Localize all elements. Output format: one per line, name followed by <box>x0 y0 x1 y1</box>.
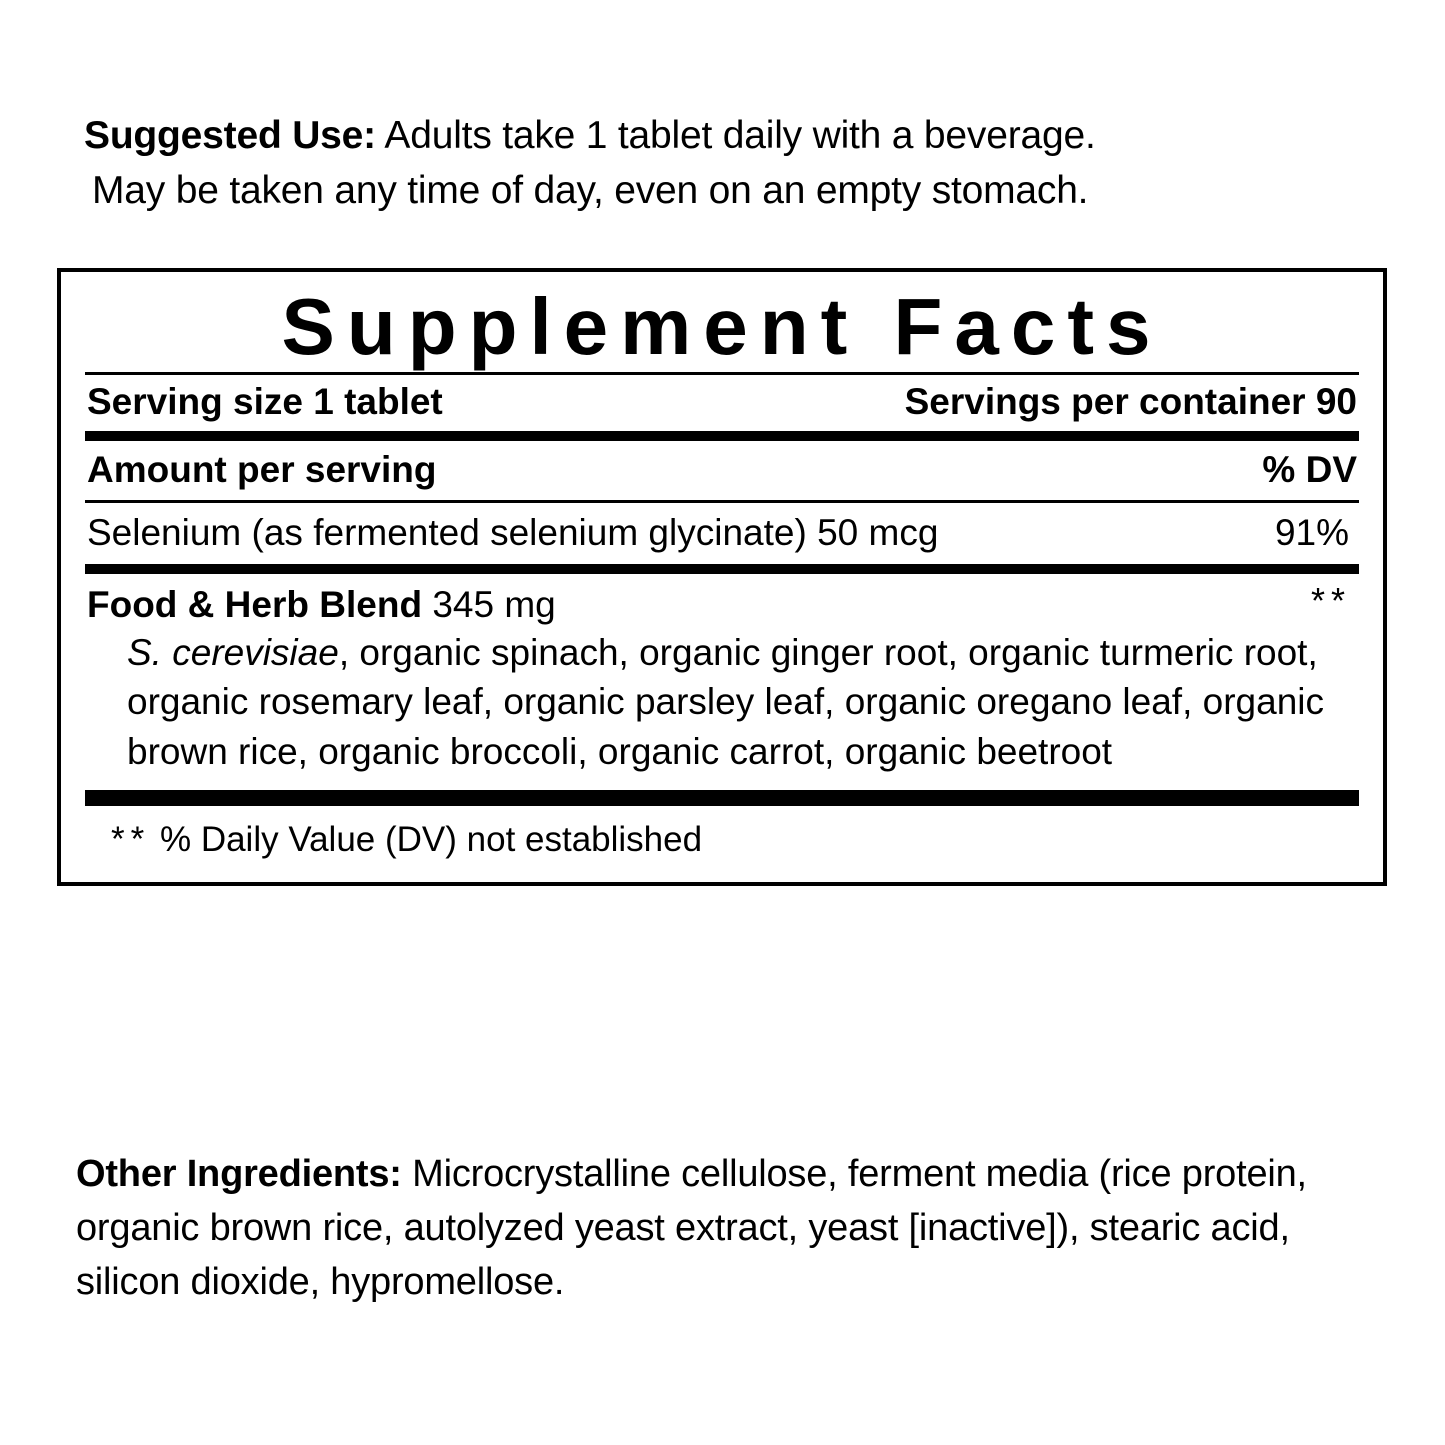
amount-header-row <box>85 441 1359 500</box>
blend-section <box>85 574 1359 791</box>
serving-size: Serving size 1 tablet <box>87 380 443 422</box>
serving-info-row <box>85 375 1359 431</box>
footnote-text: % Daily Value (DV) not established <box>150 820 703 860</box>
supplement-facts-title: Supplement Facts <box>281 282 1163 371</box>
divider-under-serving <box>85 431 1359 441</box>
divider-under-nutrient <box>85 564 1359 574</box>
blend-header-row <box>87 579 1357 626</box>
supplement-facts-panel <box>57 268 1387 886</box>
nutrient-dv: 91% <box>1274 511 1349 553</box>
other-ingredients-label: Other Ingredients: <box>76 1153 402 1195</box>
divider-under-blend <box>85 790 1359 806</box>
blend-ingredients <box>87 626 1357 783</box>
footnote-stars: ** <box>111 820 151 860</box>
blend-name: Food & Herb Blend 345 mg <box>87 583 556 625</box>
daily-value-footnote <box>85 806 1359 872</box>
suggested-use-label: Suggested Use: <box>84 114 376 157</box>
table-row <box>85 503 1359 564</box>
blend-dv-symbol: ** <box>1310 579 1351 621</box>
percent-dv-header: % DV <box>1262 448 1357 490</box>
amount-per-serving-header: Amount per serving <box>87 448 437 490</box>
other-ingredients-text: Microcrystalline cellulose, ferment media (rice protein, organic brown rice, autolyzed yeast extract, yeast [inactive]), stearic acid, silicon dioxide, hypromellose. <box>76 1153 1307 1303</box>
other-ingredients-block <box>76 1148 1376 1310</box>
servings-per-container: Servings per container 90 <box>904 380 1357 422</box>
blend-ingredient-rest: , organic spinach, organic ginger root, organic turmeric root, organic rosemary leaf, organic parsley leaf, organic oregano leaf, organic brown rice, organic broccoli, organic carrot, organic beetroot <box>127 631 1324 772</box>
suggested-use-block <box>84 108 1374 219</box>
suggested-use-line1: Adults take 1 tablet daily with a beverage. <box>375 114 1096 157</box>
suggested-use-line2: May be taken any time of day, even on an empty stomach. <box>92 169 1089 213</box>
blend-ingredient-italic: S. cerevisiae <box>127 631 339 673</box>
blend-amount: 345 mg <box>432 583 556 625</box>
nutrient-name: Selenium (as fermented selenium glycinate) 50 mcg <box>87 511 939 553</box>
